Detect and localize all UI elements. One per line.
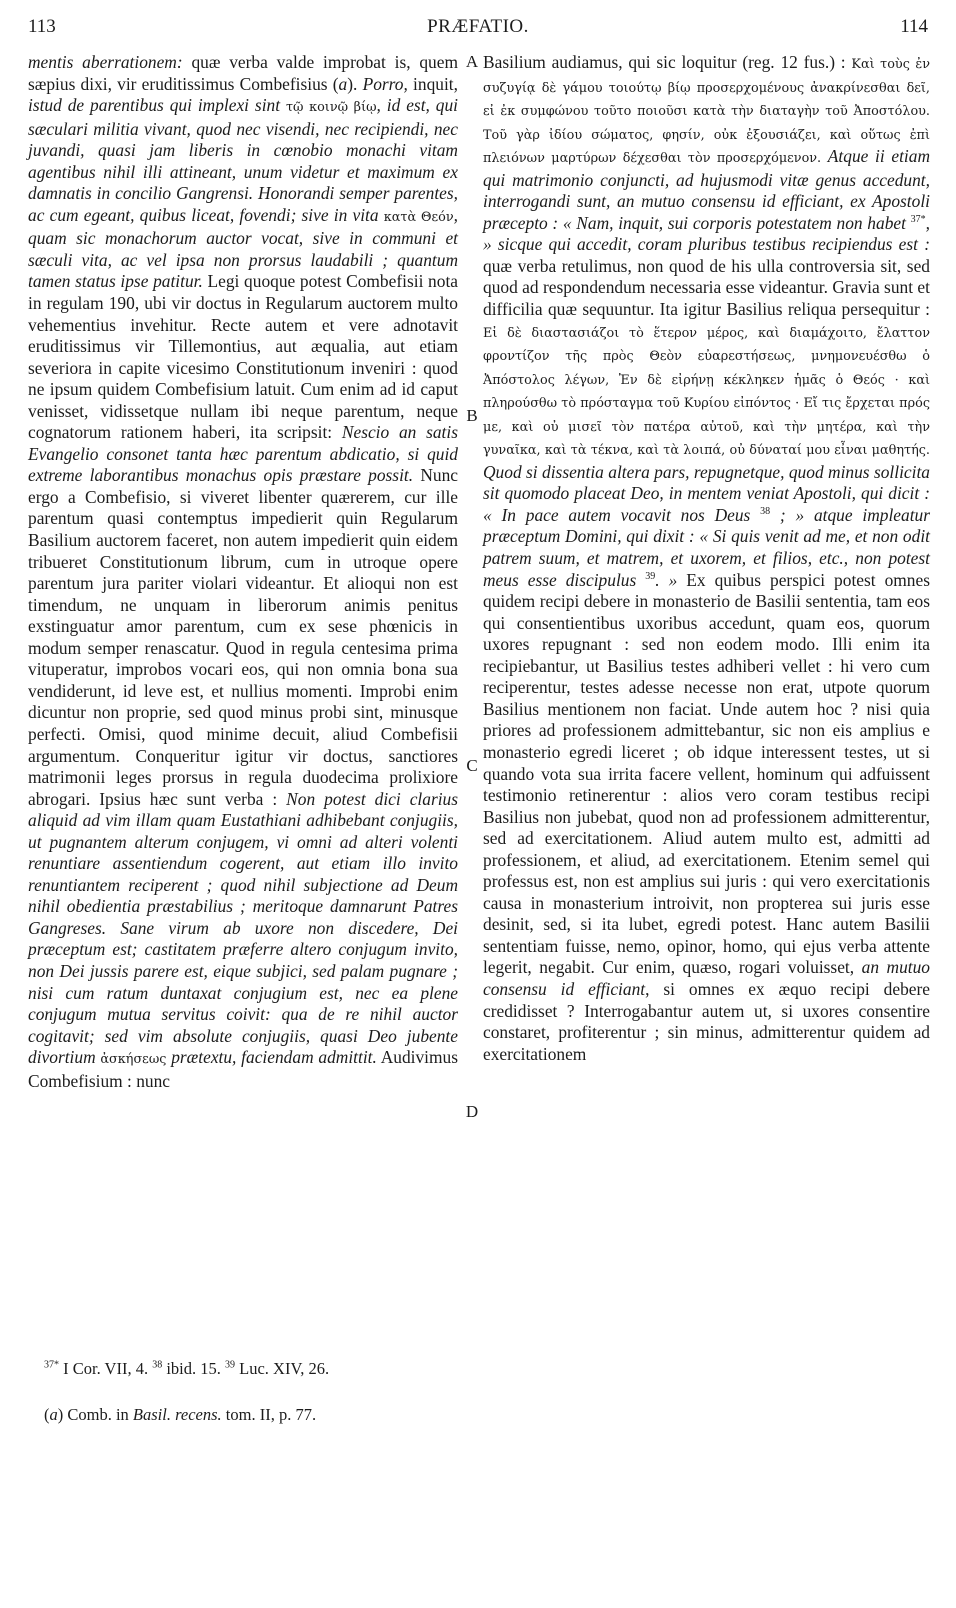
footnote-editor (44, 1404, 329, 1426)
text-run: , si omnes ex æquo recipi debere credidisset ? Interrogabantur autem ut, si uxores consentire constaret, profiterentur ; sin minus, admitterentur quidem ad exercitationem (483, 978, 930, 1064)
italic-run: an mutuo consensu id efficiant (483, 957, 931, 999)
italic-run: a (338, 73, 348, 94)
text-run: Luc. XIV, 26. (235, 1359, 330, 1378)
italic-run: Nescio an satis Evangelio consonet tanta hæc parentum abdicatio, si quid extreme laborantibus monachus opis præstare possit. (28, 422, 458, 486)
italic-run: , quam sic monachorum auctor vocat, sive in communi et sæculi vita, ac vel ipsa non prorsus laudabili ; quantum tamen status ipse patitur. (28, 204, 458, 292)
page-number-left: 113 (28, 16, 56, 37)
text-run: I Cor. VII, 4. (59, 1359, 153, 1378)
right-column (483, 52, 930, 1065)
left-column (28, 52, 458, 1092)
text-run: Audivimus Combefisium : nunc (28, 1047, 458, 1091)
text-run: inquit, (413, 73, 458, 94)
margin-letter-c: C (466, 756, 478, 775)
footnote-ref: 39 (225, 1359, 235, 1371)
text-run: Nunc ergo a Combefisio, si viveret libenter quærerem, cur ille parentum quasi contemptus impedierit quin Regularum Basilium auctorem faceret, non autem impedierit quin eidem tribueret Constitutionum librum, cum in utroque opere parentum jura pariter violari videantur. Et alioqui non est timendum, ne unquam in liberorum animis penitus exstinguatur amor parentum, cum ex sese phœnicis in modum semper renascatur. Quod in regula centesima prima vituperatur, improbos vocari eos, qui non omnia bona sua vendiderunt, id leve est, et nullius momenti. Improbi enim dicuntur non proprie, sed quod minus probi sint, minusque perfecti. Omisi, quod minime decuit, aliud Combefisii argumentum. Conqueritur igitur vir doctus, sanctiores matrimonii leges prorsus in regula duodecima prolixiore abrogari. Ipsius hæc sunt verba : (28, 465, 458, 809)
text-run: quæ verba valde improbat is, quem sæpius dixi, vir eruditissimus Combefisius ( (28, 52, 458, 94)
footnote-ref: 38 (152, 1359, 163, 1371)
right-column-text (483, 52, 930, 1065)
italic-run: Quod si dissentia altera pars, repugnetque, quod minus sollicita sit quomodo placeat Deo, in mentem veniat Apostoli, qui dicit : « In pace autem vocavit nos Deus (483, 461, 930, 525)
text-run: ibid. 15. (162, 1359, 225, 1378)
left-column-text (28, 52, 458, 1092)
footnotes (44, 1358, 329, 1450)
italic-run: , id est, qui sæculari militia vivant, quod nec visendi, nec recipiendi, nec juvandi, quasi jam liberis in cœnobio monachi vitam agentibus nihil illi attineant, unum videtur et maximum ex damnatis in concilio Gangrensi. Honorandi semper parentes, ac cum egeant, quibus liceat, fovendi; sive in vita (28, 95, 459, 225)
italic-run: istud de parentibus qui implexi sint (28, 95, 286, 116)
greek-run: Καὶ τοὺς ἐν συζυγίᾳ δὲ γάμου τοιούτῳ βίῳ προσερχομένους ἀνακρίνεσθαι δεῖ, εἰ ἐκ συμφώνου τοῦτο ποιοῦσι κατὰ τὴν διαταγὴν τοῦ Ἀποστόλου. Τοῦ γὰρ ἰδίου σώματος, φησίν, οὐκ ἐξουσιάζει, καὶ οὕτως ἐπὶ πλειόνων μαρτύρων δέχεσθαι τὸν προσερχόμενον. (483, 57, 931, 167)
text-run: Legi quoque potest Combefisii nota in regulam 190, ubi vir doctus in Regularum auctorem multo vehementius invehitur. Recte autem et vere adnotavit eruditissimus vir Tillemontius, aut æqualia, aut etiam severiora in capite vicesimo Constitutionum inveniri : quod ne ipsum quidem Combefisium latuit. Cum enim ad id caput venisset, vidissetque nullam ibi neque parentum, neque cognatorum rationem haberi, ita scripsit: (28, 271, 458, 443)
text-run: ( (44, 1405, 50, 1424)
margin-letter-a: A (465, 52, 479, 71)
text-run: tom. II, p. 77. (221, 1405, 317, 1424)
italic-run: mentis aberrationem: (28, 52, 183, 72)
italic-run: a (49, 1405, 58, 1424)
italic-run: , » sicque qui accedit, coram pluribus testibus recipiendus est : (483, 212, 930, 255)
running-header (28, 12, 928, 42)
greek-run: κατὰ Θεόν (383, 209, 454, 225)
running-title: PRÆFATIO. (427, 16, 529, 37)
text-run: ). (347, 73, 363, 94)
italic-run: ; » atque impleatur præceptum Domini, qui dixit : « Si quis venit ad me, et non odit patrem suum, et matrem, et uxorem, et filios, etc., non potest meus esse discipulus (483, 504, 930, 590)
footnote-ref: 37* (910, 214, 926, 226)
footnote-ref: 38 (760, 506, 771, 518)
text-run: ) Comb. in (57, 1405, 133, 1424)
text-run: Ex quibus perspici potest omnes quidem recipi debere in monasterio de Basilii sententia, tam eos qui consentientibus uxoribus accedunt, quam eos, quorum uxores repugnant : sed non eodem modo. Illi enim ita recipiebantur, ut Basilius testes adhiberi vellet : hi vero cum reciperentur, testes adesse necesse non erat, utpote quorum Basilius mentionem non faciat. Unde autem hoc ? nisi quia priores ad professionem admittebantur, sic non eis amplius e monasterio egredi liceret ; ob idque interessent testes, ut si quando vota sua irrita facere vellent, hominum qui adfuissent testimonio retinerentur : alios vero coram testibus recipi Basilius non jubebat, quod non ad professionem admitterentur, sed ad exercitationem. Aliud autem multo est, admitti ad professionem, et aliud, ad exercitationem. Etenim semel qui professus est, non est amplius sui juris : qui vero exercitationis causa in monasterium introivit, non propterea sui juris esse desinit, sed, si ita lubet, egredi potest. Hanc autem Basilii sententiam fuisse, nemo, opinor, homo, qui ejus verba attente legerit, negabit. Cur enim, quæso, rogari voluisset, (483, 569, 930, 978)
text-run: Basilium audiamus, qui sic loquitur (reg. 12 fus.) : (483, 52, 852, 72)
italic-run: prætextu, faciendam admittit. (166, 1047, 377, 1068)
italic-run: Porro, (362, 73, 414, 94)
text-run: quæ verba retulimus, non quod de his ulla controversia sit, sed quod ad respondendum necessaria esse videantur. Gravia sunt et difficilia quæ sequuntur. Ita igitur Basilius reliqua persequitur : (483, 255, 930, 320)
footnote-ref: 37* (44, 1359, 59, 1371)
italic-run: Basil. recens. (132, 1405, 222, 1424)
footnote-ref: 39 (645, 570, 656, 582)
margin-letter-b: B (466, 406, 478, 425)
greek-run: ἀσκήσεως (100, 1052, 167, 1068)
page-number-right: 114 (900, 16, 928, 37)
italic-run: . » (655, 569, 678, 590)
margin-letter-d: D (465, 1102, 479, 1121)
italic-run: Atque ii etiam qui matrimonio conjuncti, ad hujusmodi vitæ genus accedunt, interrogandi sunt, an mutuo consensu id efficiant, ex Apostoli præcepto : « Nam, inquit, sui corporis potestatem non habet (483, 146, 930, 233)
italic-run: Non potest dici clarius aliquid ad vim illam quam Eustathiani adhibebant conjugiis, ut pugnantem alterum conjugem, vi omni ad alteri volenti renuntiare assentiendum cogerent, aut etiam illo invito renuntiantem reciperent ; quod nihil subjectione ad Deum nihil obedientia præstabilius ; meritoque damnarunt Patres Gangreses. Sane virum ab uxore non discedere, Dei præceptum est; castitatem præferre altero conjugum invito, non Dei jussis parere est, eique subjici, sed palam pugnare ; nisi cum ratum duntaxat conjugium est, nec ea plene conjugum mutua servitus coivit: qua de re nihil auctor cogitavit; sed vim absolute conjugiis, quasi Deo jubente divortium (28, 788, 459, 1068)
footnote-references (44, 1358, 329, 1380)
greek-run: τῷ κοινῷ βίῳ (285, 100, 377, 116)
greek-run: Εἰ δὲ διαστασιάζοι τὸ ἕτερον μέρος, καὶ διαμάχοιτο, ἔλαττον φροντίζον τῆς πρὸς Θεὸν εὐαρεστήσεως, μνημονευέσθω ὁ Ἀπόστολος λέγων, Ἐν δὲ εἰρήνῃ κέκληκεν ἡμᾶς ὁ Θεός · καὶ πληρούσθω τὸ πρόσταγμα τοῦ Κυρίου εἰπόντος · Εἴ τις ἔρχεται πρός με, καὶ οὐ μισεῖ τὸν πατέρα αὐτοῦ, καὶ τὴν μητέρα, καὶ τὴν γυναῖκα, καὶ τὰ τέκνα, καὶ τὰ λοιπά, οὐ δύναταί μου εἶναι μαθητής. (483, 325, 930, 459)
